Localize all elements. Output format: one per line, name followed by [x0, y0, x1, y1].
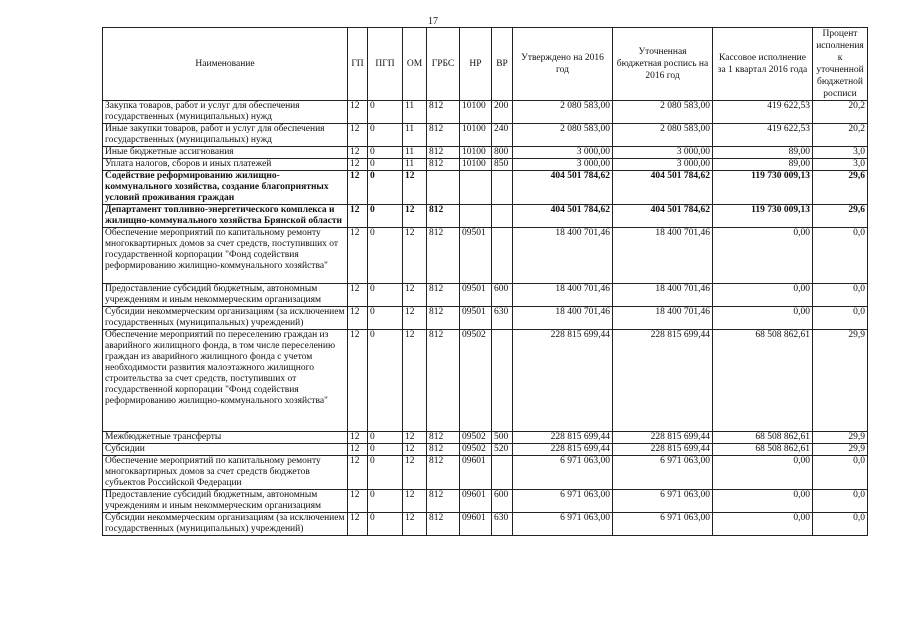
- header-vr: ВР: [492, 28, 513, 101]
- cell-percent: 20,2: [813, 124, 868, 147]
- cell-om: 12: [403, 330, 427, 432]
- cell-percent: 0,0: [813, 228, 868, 284]
- cell-name: Субсидии некоммерческим организациям (за исключением государственных (муниципальных) учреждений): [103, 513, 348, 536]
- cell-refined: 2 080 583,00: [613, 101, 713, 124]
- cell-pgp: 0: [368, 124, 403, 147]
- cell-name: Субсидии: [103, 444, 348, 456]
- cell-refined: 18 400 701,46: [613, 228, 713, 284]
- cell-gp: 12: [348, 307, 368, 330]
- cell-grbs: 812: [427, 284, 460, 307]
- cell-cash: 68 508 862,61: [713, 330, 813, 432]
- cell-cash: 89,00: [713, 159, 813, 171]
- cell-np: [460, 171, 492, 205]
- cell-approved: 3 000,00: [513, 159, 613, 171]
- cell-om: 12: [403, 432, 427, 444]
- cell-grbs: 812: [427, 101, 460, 124]
- cell-pgp: 0: [368, 284, 403, 307]
- cell-om: 12: [403, 284, 427, 307]
- cell-grbs: 812: [427, 205, 460, 228]
- cell-cash: 0,00: [713, 284, 813, 307]
- cell-vr: [492, 205, 513, 228]
- cell-cash: 0,00: [713, 228, 813, 284]
- cell-gp: 12: [348, 513, 368, 536]
- cell-vr: 600: [492, 284, 513, 307]
- cell-np: 09502: [460, 330, 492, 432]
- cell-approved: 228 815 699,44: [513, 444, 613, 456]
- table-row: [103, 205, 868, 228]
- cell-vr: [492, 330, 513, 432]
- cell-grbs: 812: [427, 490, 460, 513]
- cell-approved: 2 080 583,00: [513, 124, 613, 147]
- cell-gp: 12: [348, 159, 368, 171]
- cell-om: 11: [403, 101, 427, 124]
- cell-np: 10100: [460, 101, 492, 124]
- cell-refined: 6 971 063,00: [613, 513, 713, 536]
- cell-percent: 29,9: [813, 444, 868, 456]
- cell-om: 12: [403, 205, 427, 228]
- cell-cash: 68 508 862,61: [713, 432, 813, 444]
- table-row: [103, 513, 868, 536]
- cell-vr: [492, 171, 513, 205]
- cell-gp: 12: [348, 490, 368, 513]
- cell-om: 12: [403, 444, 427, 456]
- cell-pgp: 0: [368, 444, 403, 456]
- cell-pgp: 0: [368, 330, 403, 432]
- cell-np: 10100: [460, 159, 492, 171]
- cell-np: 10100: [460, 147, 492, 159]
- cell-percent: 29,9: [813, 432, 868, 444]
- cell-pgp: 0: [368, 228, 403, 284]
- cell-cash: 119 730 009,13: [713, 171, 813, 205]
- cell-approved: 228 815 699,44: [513, 432, 613, 444]
- table-row: [103, 101, 868, 124]
- cell-refined: 3 000,00: [613, 147, 713, 159]
- cell-np: [460, 205, 492, 228]
- header-pgp: ПГП: [368, 28, 403, 101]
- cell-vr: 850: [492, 159, 513, 171]
- cell-percent: 0,0: [813, 513, 868, 536]
- cell-pgp: 0: [368, 101, 403, 124]
- cell-gp: 12: [348, 205, 368, 228]
- cell-name: Департамент топливно-энергетического комплекса и жилищно-коммунального хозяйства Брянской области: [103, 205, 348, 228]
- cell-om: 12: [403, 171, 427, 205]
- table-row: [103, 147, 868, 159]
- header-percent: Процент исполнения к уточненной бюджетной росписи: [813, 28, 868, 101]
- cell-percent: 3,0: [813, 147, 868, 159]
- cell-gp: 12: [348, 432, 368, 444]
- cell-np: 09501: [460, 307, 492, 330]
- cell-approved: 404 501 784,62: [513, 171, 613, 205]
- cell-vr: 630: [492, 307, 513, 330]
- table-row: [103, 330, 868, 432]
- cell-grbs: 812: [427, 513, 460, 536]
- cell-approved: 18 400 701,46: [513, 307, 613, 330]
- cell-refined: 6 971 063,00: [613, 490, 713, 513]
- cell-pgp: 0: [368, 307, 403, 330]
- table-row: [103, 307, 868, 330]
- cell-refined: 18 400 701,46: [613, 284, 713, 307]
- cell-cash: 0,00: [713, 456, 813, 490]
- cell-cash: 68 508 862,61: [713, 444, 813, 456]
- cell-pgp: 0: [368, 147, 403, 159]
- cell-approved: 18 400 701,46: [513, 284, 613, 307]
- cell-vr: 520: [492, 444, 513, 456]
- cell-percent: 0,0: [813, 284, 868, 307]
- cell-approved: 18 400 701,46: [513, 228, 613, 284]
- cell-refined: 6 971 063,00: [613, 456, 713, 490]
- cell-grbs: 812: [427, 330, 460, 432]
- table-row: [103, 444, 868, 456]
- cell-name: Предоставление субсидий бюджетным, автономным учреждениям и иным некоммерческим организациям: [103, 490, 348, 513]
- cell-approved: 6 971 063,00: [513, 490, 613, 513]
- cell-vr: 500: [492, 432, 513, 444]
- cell-grbs: 812: [427, 456, 460, 490]
- cell-np: 09501: [460, 228, 492, 284]
- cell-name: Субсидии некоммерческим организациям (за исключением государственных (муниципальных) учреждений): [103, 307, 348, 330]
- cell-om: 12: [403, 456, 427, 490]
- page-number: 17: [428, 16, 438, 27]
- cell-pgp: 0: [368, 513, 403, 536]
- cell-gp: 12: [348, 124, 368, 147]
- cell-name: Содействие реформированию жилищно-коммунального хозяйства, создание благоприятных условий проживания граждан: [103, 171, 348, 205]
- budget-table: [102, 27, 868, 536]
- cell-gp: 12: [348, 171, 368, 205]
- cell-percent: 0,0: [813, 307, 868, 330]
- cell-grbs: [427, 171, 460, 205]
- cell-vr: 200: [492, 101, 513, 124]
- cell-np: 09502: [460, 432, 492, 444]
- cell-gp: 12: [348, 228, 368, 284]
- cell-gp: 12: [348, 330, 368, 432]
- table-row: [103, 228, 868, 284]
- cell-vr: [492, 456, 513, 490]
- cell-np: 09601: [460, 490, 492, 513]
- cell-percent: 0,0: [813, 456, 868, 490]
- cell-name: Предоставление субсидий бюджетным, автономным учреждениям и иным некоммерческим организациям: [103, 284, 348, 307]
- cell-approved: 3 000,00: [513, 147, 613, 159]
- cell-grbs: 812: [427, 444, 460, 456]
- cell-refined: 228 815 699,44: [613, 444, 713, 456]
- cell-vr: [492, 228, 513, 284]
- cell-cash: 0,00: [713, 307, 813, 330]
- cell-np: 09601: [460, 513, 492, 536]
- cell-gp: 12: [348, 456, 368, 490]
- cell-percent: 0,0: [813, 490, 868, 513]
- header-grbs: ГРБС: [427, 28, 460, 101]
- cell-np: 09601: [460, 456, 492, 490]
- table-row: [103, 284, 868, 307]
- cell-pgp: 0: [368, 490, 403, 513]
- cell-cash: 0,00: [713, 490, 813, 513]
- cell-grbs: 812: [427, 159, 460, 171]
- cell-approved: 2 080 583,00: [513, 101, 613, 124]
- header-name: Наименование: [103, 28, 348, 101]
- cell-pgp: 0: [368, 171, 403, 205]
- cell-cash: 419 622,53: [713, 101, 813, 124]
- cell-percent: 29,9: [813, 330, 868, 432]
- cell-vr: 630: [492, 513, 513, 536]
- cell-vr: 800: [492, 147, 513, 159]
- cell-om: 12: [403, 490, 427, 513]
- cell-name: Иные закупки товаров, работ и услуг для обеспечения государственных (муниципальных) нужд: [103, 124, 348, 147]
- table-row: [103, 490, 868, 513]
- cell-approved: 228 815 699,44: [513, 330, 613, 432]
- cell-name: Иные бюджетные ассигнования: [103, 147, 348, 159]
- cell-refined: 2 080 583,00: [613, 124, 713, 147]
- header-approved: Утверждено на 2016 год: [513, 28, 613, 101]
- cell-np: 10100: [460, 124, 492, 147]
- cell-vr: 240: [492, 124, 513, 147]
- cell-om: 12: [403, 307, 427, 330]
- cell-grbs: 812: [427, 432, 460, 444]
- cell-name: Обеспечение мероприятий по переселению граждан из аварийного жилищного фонда, в том числе переселению граждан из аварийного жилищного фонда с учетом необходимости развития малоэтажного жилищного строительства за счет средств, поступивших от государственной корпорации "Фонд содействия реформированию жилищно-коммунального хозяйства": [103, 330, 348, 432]
- cell-name: Обеспечение мероприятий по капитальному ремонту многоквартирных домов за счет средств бюджетов субъектов Российской Федерации: [103, 456, 348, 490]
- cell-grbs: 812: [427, 307, 460, 330]
- cell-percent: 29,6: [813, 205, 868, 228]
- cell-refined: 228 815 699,44: [613, 330, 713, 432]
- header-cash: Кассовое исполнение за 1 квартал 2016 года: [713, 28, 813, 101]
- cell-om: 11: [403, 147, 427, 159]
- cell-pgp: 0: [368, 432, 403, 444]
- table-row: [103, 456, 868, 490]
- cell-grbs: 812: [427, 147, 460, 159]
- cell-name: Межбюджетные трансферты: [103, 432, 348, 444]
- table-row: [103, 124, 868, 147]
- cell-grbs: 812: [427, 228, 460, 284]
- cell-gp: 12: [348, 444, 368, 456]
- cell-refined: 228 815 699,44: [613, 432, 713, 444]
- header-refined: Уточненная бюджетная роспись на 2016 год: [613, 28, 713, 101]
- cell-gp: 12: [348, 147, 368, 159]
- cell-cash: 89,00: [713, 147, 813, 159]
- cell-om: 11: [403, 124, 427, 147]
- cell-om: 12: [403, 228, 427, 284]
- cell-refined: 18 400 701,46: [613, 307, 713, 330]
- cell-name: Обеспечение мероприятий по капитальному ремонту многоквартирных домов за счет средств, поступивших от государственной корпорации "Фонд содействия реформированию жилищно-коммунального хозяйства": [103, 228, 348, 284]
- cell-percent: 20,2: [813, 101, 868, 124]
- cell-refined: 404 501 784,62: [613, 205, 713, 228]
- cell-pgp: 0: [368, 456, 403, 490]
- cell-gp: 12: [348, 101, 368, 124]
- header-gp: ГП: [348, 28, 368, 101]
- table-row: [103, 171, 868, 205]
- cell-pgp: 0: [368, 159, 403, 171]
- cell-vr: 600: [492, 490, 513, 513]
- cell-name: Закупка товаров, работ и услуг для обеспечения государственных (муниципальных) нужд: [103, 101, 348, 124]
- cell-approved: 6 971 063,00: [513, 456, 613, 490]
- cell-percent: 29,6: [813, 171, 868, 205]
- cell-np: 09502: [460, 444, 492, 456]
- cell-cash: 0,00: [713, 513, 813, 536]
- cell-refined: 3 000,00: [613, 159, 713, 171]
- cell-grbs: 812: [427, 124, 460, 147]
- table-header-row: [103, 28, 868, 101]
- cell-name: Уплата налогов, сборов и иных платежей: [103, 159, 348, 171]
- cell-gp: 12: [348, 284, 368, 307]
- cell-percent: 3,0: [813, 159, 868, 171]
- table-row: [103, 159, 868, 171]
- table-row: [103, 432, 868, 444]
- cell-approved: 6 971 063,00: [513, 513, 613, 536]
- cell-cash: 119 730 009,13: [713, 205, 813, 228]
- cell-refined: 404 501 784,62: [613, 171, 713, 205]
- cell-om: 11: [403, 159, 427, 171]
- cell-cash: 419 622,53: [713, 124, 813, 147]
- header-om: ОМ: [403, 28, 427, 101]
- cell-approved: 404 501 784,62: [513, 205, 613, 228]
- cell-om: 12: [403, 513, 427, 536]
- header-np: НР: [460, 28, 492, 101]
- cell-pgp: 0: [368, 205, 403, 228]
- cell-np: 09501: [460, 284, 492, 307]
